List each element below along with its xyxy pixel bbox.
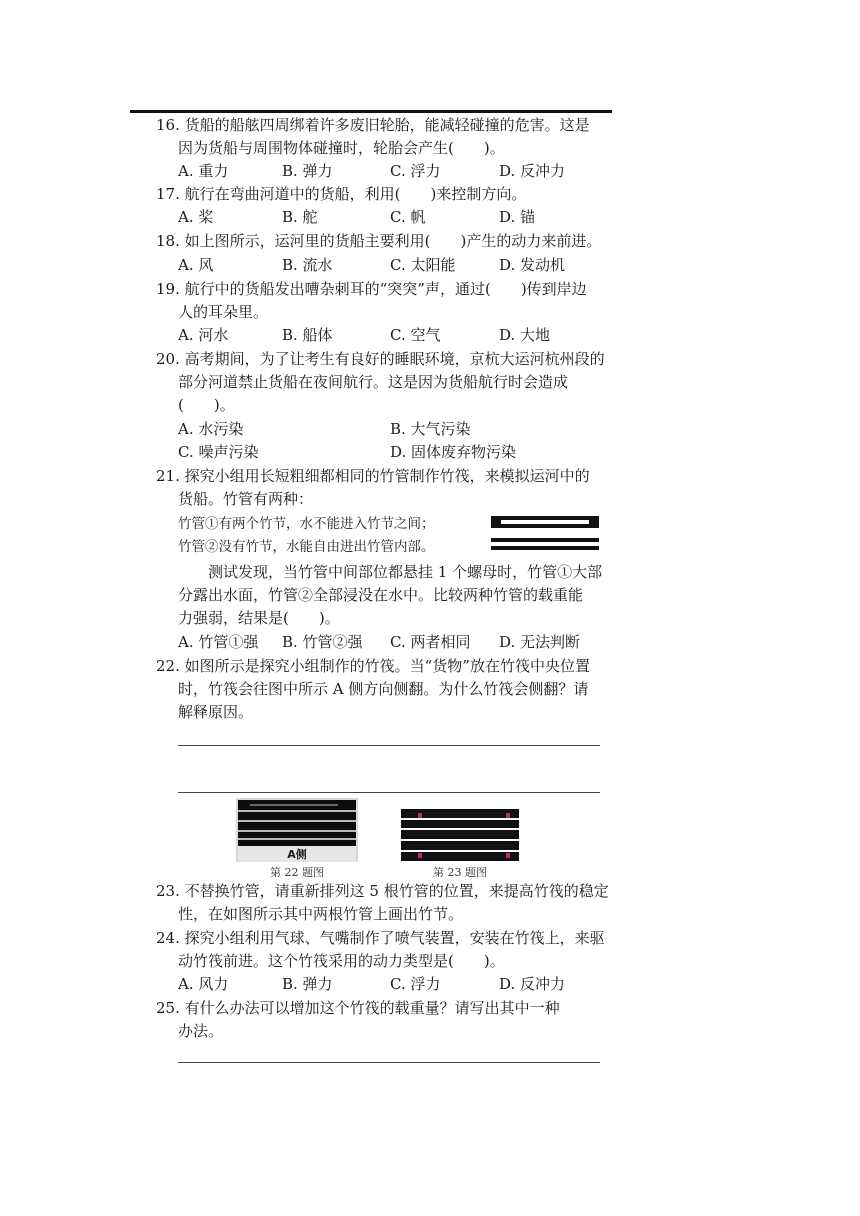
option-c[interactable]: C. 噪声污染 xyxy=(178,443,259,461)
question-21-stem-line3: 测试发现，当竹管中间部位都悬挂 1 个螺母时，竹管①大部 xyxy=(208,563,603,581)
figure-22-caption: 第 22 题图 xyxy=(270,866,324,879)
question-21 xyxy=(156,465,616,511)
question-23 xyxy=(156,880,616,926)
question-20-options-row1 xyxy=(178,418,608,441)
question-19-options xyxy=(178,324,608,347)
question-19-stem-line2: 人的耳朵里。 xyxy=(178,303,269,321)
question-19-stem-line1: 19. 航行中的货船发出嘈杂刺耳的“突突”声，通过( )传到岸边 xyxy=(156,280,587,298)
option-a[interactable]: A. 风 xyxy=(178,256,214,274)
question-21-stem-line1: 21. 探究小组用长短粗细都相同的竹管制作竹筏，来模拟运河中的 xyxy=(156,467,590,485)
option-d[interactable]: D. 反冲力 xyxy=(499,162,566,180)
question-20-stem-line2: 部分河道禁止货船在夜间航行。这是因为货船航行时会造成 xyxy=(178,373,569,391)
question-17-stem: 17. 航行在弯曲河道中的货船，利用( )来控制方向。 xyxy=(156,185,527,203)
question-20-options-row2 xyxy=(178,441,608,464)
question-16-stem-line1: 16. 货船的船舷四周绑着许多废旧轮胎，能减轻碰撞的危害。这是 xyxy=(156,116,590,134)
question-24-stem-line2: 动竹筏前进。这个竹筏采用的动力类型是( )。 xyxy=(178,952,505,970)
question-25-stem-line1: 25. 有什么办法可以增加这个竹筏的载重量？请写出其中一种 xyxy=(156,999,560,1017)
question-23-stem-line1: 23. 不替换竹管，请重新排列这 5 根竹管的位置，来提高竹筏的稳定 xyxy=(156,882,609,900)
option-c[interactable]: C. 太阳能 xyxy=(390,256,456,274)
option-b[interactable]: B. 流水 xyxy=(282,256,333,274)
tube-1-with-nodes xyxy=(491,516,599,528)
option-d[interactable]: D. 发动机 xyxy=(499,256,566,274)
option-b[interactable]: B. 弹力 xyxy=(282,975,333,993)
option-b[interactable]: B. 弹力 xyxy=(282,162,333,180)
option-c[interactable]: C. 两者相同 xyxy=(390,633,471,651)
question-22-stem-line1: 22. 如图所示是探究小组制作的竹筏。当“货物”放在竹筏中央位置 xyxy=(156,657,590,675)
option-b[interactable]: B. 舵 xyxy=(282,208,318,226)
question-20-stem-line1: 20. 高考期间，为了让考生有良好的睡眠环境，京杭大运河杭州段的 xyxy=(156,350,605,368)
question-25 xyxy=(156,997,616,1043)
question-22-stem-line3: 解释原因。 xyxy=(178,703,254,721)
question-21-tube-descriptions xyxy=(178,513,488,559)
question-18-options xyxy=(178,254,608,277)
option-b[interactable]: B. 大气污染 xyxy=(390,420,471,438)
question-22-stem-line2: 时，竹筏会往图中所示 A 侧方向侧翻。为什么竹筏会侧翻？请 xyxy=(178,680,589,698)
question-24-stem-line1: 24. 探究小组利用气球、气嘴制作了喷气装置，安装在竹筏上，来驱 xyxy=(156,929,605,947)
top-rule xyxy=(130,110,612,113)
option-a[interactable]: A. 风力 xyxy=(178,975,229,993)
option-a[interactable]: A. 竹管①强 xyxy=(178,633,259,651)
question-18-stem: 18. 如上图所示，运河里的货船主要利用( )产生的动力来前进。 xyxy=(156,232,602,250)
question-20 xyxy=(156,348,616,417)
question-21-stem-line4: 分露出水面，竹管②全部浸没在水中。比较两种竹管的载重能 xyxy=(178,586,584,604)
figure-22-side-label: A侧 xyxy=(287,848,307,861)
option-d[interactable]: D. 反冲力 xyxy=(499,975,566,993)
question-21-stem-line5: 力强弱，结果是( )。 xyxy=(178,609,340,627)
tube-node-marker xyxy=(418,853,422,858)
question-16-stem-line2: 因为货船与周围物体碰撞时，轮胎会产生( )。 xyxy=(178,139,505,157)
option-d[interactable]: D. 无法判断 xyxy=(499,633,581,651)
figure-23-raft xyxy=(401,809,519,861)
question-16-options xyxy=(178,160,608,183)
option-a[interactable]: A. 河水 xyxy=(178,326,229,344)
option-d[interactable]: D. 大地 xyxy=(499,326,551,344)
option-d[interactable]: D. 固体废弃物污染 xyxy=(390,443,517,461)
option-a[interactable]: A. 水污染 xyxy=(178,420,244,438)
question-17 xyxy=(156,183,616,206)
tube-2-description: 竹管②没有竹节，水能自由进出竹管内部。 xyxy=(178,539,435,555)
tube-illustrations xyxy=(491,516,601,554)
question-24-options xyxy=(178,973,608,996)
option-c[interactable]: C. 浮力 xyxy=(390,975,441,993)
option-a[interactable]: A. 桨 xyxy=(178,208,214,226)
question-25-stem-line2: 办法。 xyxy=(178,1022,224,1040)
answer-line-22b[interactable] xyxy=(178,792,600,793)
answer-line-22a[interactable] xyxy=(178,745,600,746)
tube-node-marker xyxy=(506,813,510,818)
option-b[interactable]: B. 船体 xyxy=(282,326,333,344)
option-c[interactable]: C. 浮力 xyxy=(390,162,441,180)
tube-2-without-nodes xyxy=(491,538,599,550)
question-20-stem-line3: ( )。 xyxy=(178,396,235,414)
question-18 xyxy=(156,230,616,253)
option-a[interactable]: A. 重力 xyxy=(178,162,229,180)
option-d[interactable]: D. 锚 xyxy=(499,208,536,226)
question-21-stem-line2: 货船。竹管有两种： xyxy=(178,490,314,508)
answer-line-25[interactable] xyxy=(178,1062,600,1063)
question-21-options xyxy=(178,631,608,654)
question-16 xyxy=(156,114,616,160)
tube-node-marker xyxy=(418,813,422,818)
tube-1-description: 竹管①有两个竹节，水不能进入竹节之间； xyxy=(178,516,435,532)
question-24 xyxy=(156,927,616,973)
question-19 xyxy=(156,278,616,324)
figure-23-caption: 第 23 题图 xyxy=(433,866,487,879)
question-21-test-text xyxy=(156,561,616,630)
tube-node-marker xyxy=(506,853,510,858)
option-c[interactable]: C. 帆 xyxy=(390,208,426,226)
question-23-stem-line2: 性，在如图所示其中两根竹管上画出竹节。 xyxy=(178,905,464,923)
option-b[interactable]: B. 竹管②强 xyxy=(282,633,363,651)
option-c[interactable]: C. 空气 xyxy=(390,326,441,344)
question-17-options xyxy=(178,206,608,229)
question-22 xyxy=(156,655,616,724)
